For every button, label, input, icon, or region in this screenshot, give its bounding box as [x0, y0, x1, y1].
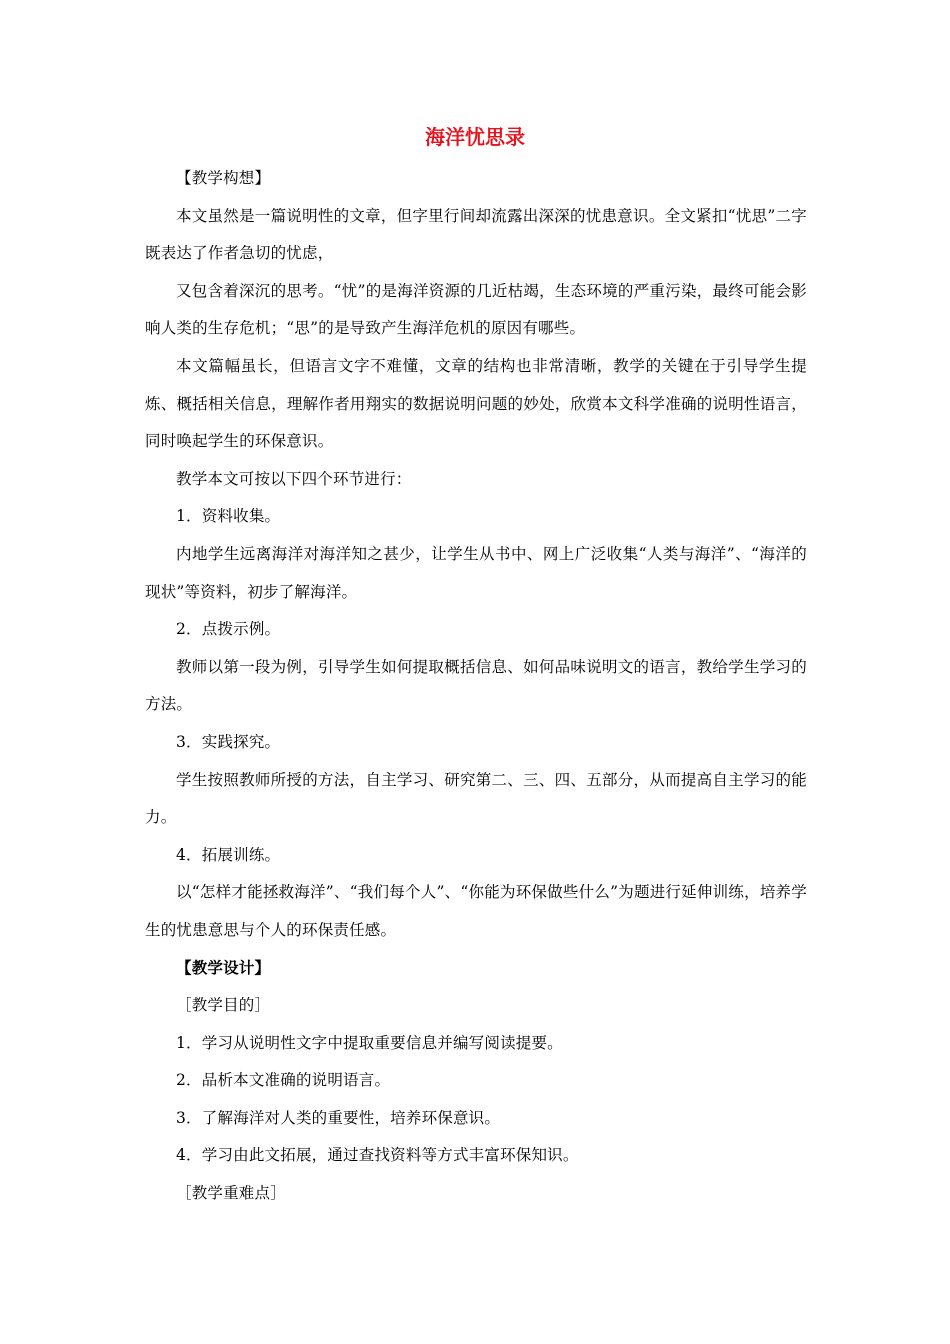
document-title: 海洋忧思录 [425, 125, 525, 149]
step-heading: 1．资料收集。 [176, 507, 281, 526]
step-heading: 4．拓展训练。 [176, 845, 281, 864]
document-body [145, 160, 807, 1213]
subsection-heading-key-points: ［教学重难点］ [176, 1184, 286, 1203]
section-heading-teaching-concept: 【教学构想】 [176, 169, 271, 187]
body-paragraph: 又包含着深沉的思考。“忧”的是海洋资源的几近枯竭，生态环境的严重污染，最终可能会影响人类的生存危机；“思”的是导致产生海洋危机的原因有哪些。 [145, 281, 807, 338]
goal-item: 3．了解海洋对人类的重要性，培养环保意识。 [176, 1108, 501, 1127]
step-heading: 2．点拨示例。 [176, 620, 281, 639]
body-paragraph: 以“怎样才能拯救海洋”、“我们每个人”、“你能为环保做些什么”为题进行延伸训练，培养学生的忧患意思与个人的环保责任感。 [145, 883, 807, 939]
body-paragraph: 学生按照教师所授的方法，自主学习、研究第二、三、四、五部分，从而提高自主学习的能力。 [145, 770, 807, 827]
body-paragraph: 教学本文可按以下四个环节进行： [176, 469, 412, 488]
subsection-heading-teaching-goals: ［教学目的］ [176, 996, 271, 1015]
goal-item: 2．品析本文准确的说明语言。 [176, 1071, 391, 1090]
goal-item: 1．学习从说明性文字中提取重要信息并编写阅读提要。 [176, 1033, 563, 1052]
body-paragraph: 教师以第一段为例，引导学生如何提取概括信息、如何品味说明文的语言，教给学生学习的方法。 [145, 657, 807, 714]
body-paragraph: 本文虽然是一篇说明性的文章，但字里行间却流露出深深的忧患意识。全文紧扣“忧思”二字既表达了作者急切的忧虑， [145, 206, 807, 263]
step-heading: 3．实践探究。 [176, 732, 281, 751]
body-paragraph: 本文篇幅虽长，但语言文字不难懂，文章的结构也非常清晰，教学的关键在于引导学生提炼、概括相关信息，理解作者用翔实的数据说明问题的妙处，欣赏本文科学准确的说明性语言，同时唤起学生的环保意识。 [145, 356, 807, 451]
body-paragraph: 内地学生远离海洋对海洋知之甚少，让学生从书中、网上广泛收集“人类与海洋”、“海洋的现状”等资料，初步了解海洋。 [145, 544, 807, 601]
section-heading-teaching-design: 【教学设计】 [176, 958, 271, 978]
goal-item: 4．学习由此文拓展，通过查找资料等方式丰富环保知识。 [176, 1146, 579, 1165]
